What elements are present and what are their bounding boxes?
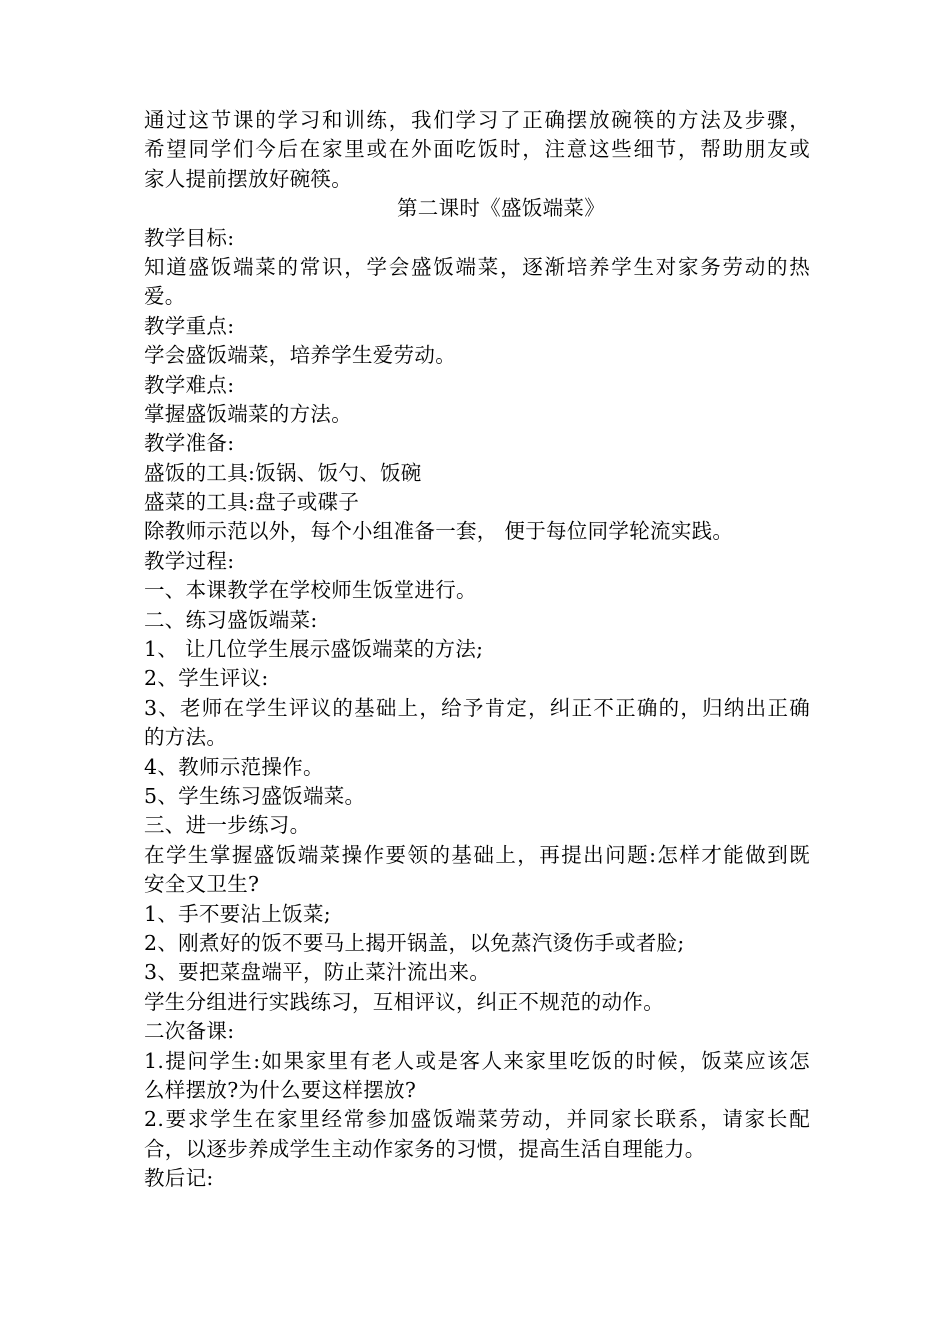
text-line: 4、教师示范操作。 (144, 754, 324, 779)
text-line: 教后记: (144, 1166, 214, 1191)
text-line: 二次备课: (144, 1019, 235, 1044)
text-line: 爱。 (144, 284, 186, 309)
text-line: 3、老师在学生评议的基础上，给予肯定，纠正不正确的，归纳出正确 (144, 695, 810, 720)
text-line: 盛饭的工具:饭锅、饭勺、饭碗 (144, 460, 422, 485)
text-line: 学会盛饭端菜，培养学生爱劳动。 (144, 343, 456, 368)
text-line: 2、学生评议: (144, 666, 269, 691)
text-line: 1、 让几位学生展示盛饭端菜的方法; (144, 637, 484, 662)
text-line: 2、刚煮好的饭不要马上揭开锅盖，以免蒸汽烫伤手或者脸; (144, 930, 685, 955)
text-line: 5、学生练习盛饭端菜。 (144, 783, 366, 808)
text-line: 3、要把菜盘端平，防止菜汁流出来。 (144, 960, 491, 985)
text-line: 希望同学们今后在家里或在外面吃饭时，注意这些细节，帮助朋友或 (144, 137, 810, 162)
text-line: 三、进一步练习。 (144, 813, 311, 838)
text-line: 教学目标: (144, 225, 235, 250)
text-line: 家人提前摆放好碗筷。 (144, 166, 352, 191)
text-line: 么样摆放?为什么要这样摆放? (144, 1077, 417, 1102)
text-line: 教学重点: (144, 313, 235, 338)
text-line: 学生分组进行实践练习，互相评议，纠正不规范的动作。 (144, 989, 664, 1014)
section-title: 第二课时《盛饭端菜》 (397, 196, 605, 221)
text-line: 教学过程: (144, 548, 235, 573)
text-line: 安全又卫生? (144, 872, 260, 897)
text-line: 知道盛饭端菜的常识，学会盛饭端菜，逐渐培养学生对家务劳动的热 (144, 254, 810, 279)
text-line: 2.要求学生在家里经常参加盛饭端菜劳动，并同家长联系，请家长配 (144, 1107, 810, 1132)
text-line: 合，以逐步养成学生主动作家务的习惯，提高生活自理能力。 (144, 1136, 706, 1161)
text-line: 1.提问学生:如果家里有老人或是客人来家里吃饭的时候，饭菜应该怎 (144, 1048, 810, 1073)
text-line: 1、手不要沾上饭菜; (144, 901, 331, 926)
text-line: 盛菜的工具:盘子或碟子 (144, 490, 360, 515)
text-line: 通过这节课的学习和训练，我们学习了正确摆放碗筷的方法及步骤， (144, 108, 810, 132)
text-line: 一、本课教学在学校师生饭堂进行。 (144, 578, 477, 603)
text-line: 除教师示范以外，每个小组准备一套， 便于每位同学轮流实践。 (144, 519, 734, 544)
text-line: 掌握盛饭端菜的方法。 (144, 401, 352, 426)
document-body (144, 106, 810, 1193)
text-line: 在学生掌握盛饭端菜操作要领的基础上，再提出问题:怎样才能做到既 (144, 842, 810, 867)
text-line: 教学准备: (144, 431, 235, 456)
text-line: 的方法。 (144, 725, 228, 750)
text-line: 教学难点: (144, 372, 235, 397)
text-line: 二、练习盛饭端菜: (144, 607, 318, 632)
